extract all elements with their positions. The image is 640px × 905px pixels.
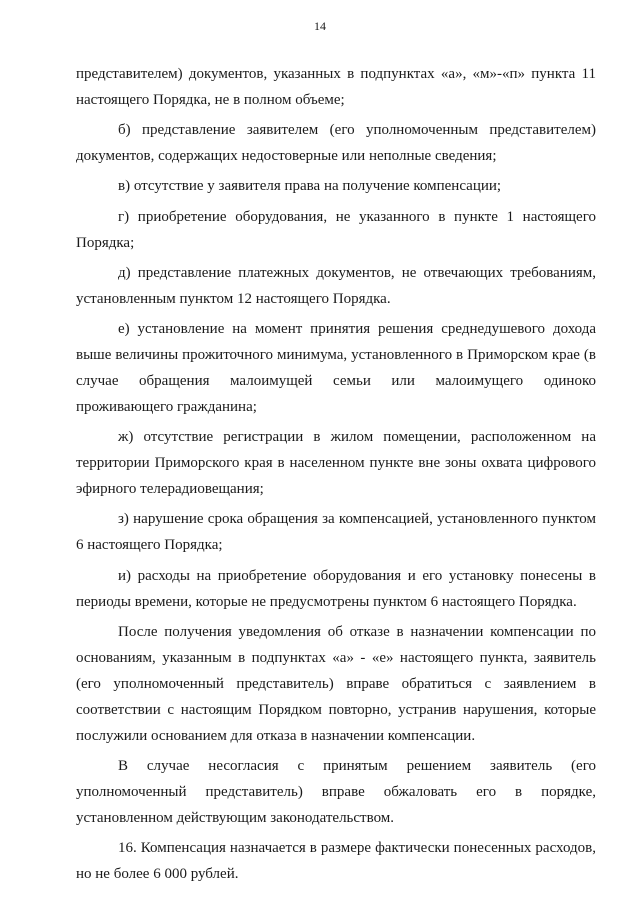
paragraph-item-d: д) представление платежных документов, не отвечающих требованиям, установленным пунктом 12 настоящего Порядка. bbox=[76, 264, 596, 307]
paragraph-appeal: В случае несогласия с принятым решением заявитель (его уполномоченный представитель) вправе обжаловать его в порядке, установленном действующим законодательством. bbox=[76, 757, 596, 826]
paragraph-item-g: г) приобретение оборудования, не указанного в пункте 1 настоящего Порядка; bbox=[76, 208, 596, 251]
paragraph-item-zh: ж) отсутствие регистрации в жилом помещении, расположенном на территории Приморского края в населенном пункте вне зоны охвата цифрового эфирного телерадиовещания; bbox=[76, 429, 596, 498]
paragraph-section-16: 16. Компенсация назначается в размере фактически понесенных расходов, но не более 6 000 рублей. bbox=[76, 840, 596, 883]
paragraph-item-v: в) отсутствие у заявителя права на получение компенсации; bbox=[118, 178, 502, 195]
paragraph-item-z: з) нарушение срока обращения за компенсацией, установленного пунктом 6 настоящего Порядка; bbox=[76, 511, 596, 554]
paragraph-item-b: б) представление заявителем (его уполномоченным представителем) документов, содержащих недостоверные или неполные сведения; bbox=[76, 122, 596, 165]
paragraph-item-e: е) установление на момент принятия решения среднедушевого дохода выше величины прожиточного минимума, установленного в Приморском крае (в случае обращения малоимущей семьи или малоимущего одиноко проживающего гражданина; bbox=[76, 320, 596, 415]
page-number: 14 bbox=[314, 19, 326, 33]
paragraph-reapply: После получения уведомления об отказе в назначении компенсации по основаниям, указанным в подпунктах «а» - «е» настоящего пункта, заявитель (его уполномоченный представитель) вправе обратиться с заявлением в соответствии с настоящим Порядком повторно, устранив нарушения, которые послужили основанием для отказа в назначении компенсации. bbox=[76, 623, 596, 744]
paragraph-continuation: представителем) документов, указанных в подпунктах «а», «м»-«п» пункта 11 настоящего Порядка, не в полном объеме; bbox=[76, 66, 596, 108]
document-body bbox=[76, 61, 596, 891]
paragraph-item-i: и) расходы на приобретение оборудования и его установку понесены в периоды времени, которые не предусмотрены пунктом 6 настоящего Порядка. bbox=[76, 567, 596, 610]
